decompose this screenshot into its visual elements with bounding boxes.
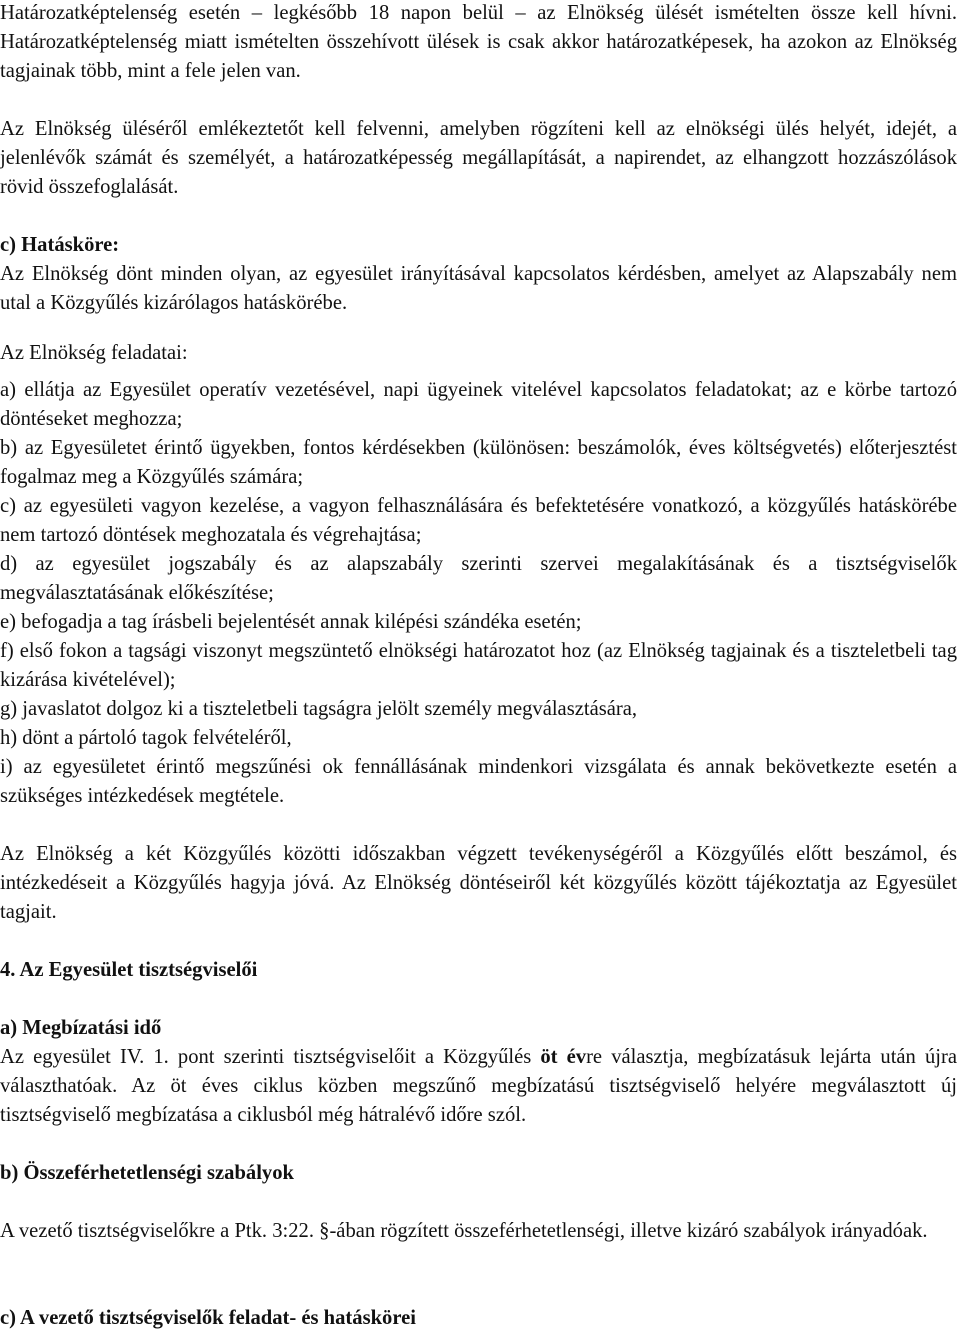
heading-mandate: a) Megbízatási idő <box>0 1017 162 1039</box>
paragraph-minutes: Az Elnökség üléséről emlékeztetőt kell felvenni, amelyben rögzíteni kell az elnökségi ülés helyét, idejét, a jelenlévők számát és személyét, a határozatképesség megállapítását, a napirendet, az elhangzott hozzászólások rövid összefoglalását. <box>0 118 957 198</box>
heading-hataskore: c) Hatásköre: <box>0 234 120 256</box>
paragraph-incompatibility: A vezető tisztségviselőkre a Ptk. 3:22. §-ában rögzített összeférhetetlenségi, illetve kizáró szabályok irányadóak. <box>0 1220 928 1242</box>
duties-title: Az Elnökség feladatai: <box>0 342 188 364</box>
heading-section-4: 4. Az Egyesület tisztségviselői <box>0 959 258 981</box>
mandate-term-bold: öt év <box>540 1046 587 1068</box>
paragraph-report: Az Elnökség a két Közgyűlés közötti időszakban végzett tevékenységéről a Közgyűlés előtt beszámol, és intézkedéseit a Közgyűlés hagyja jóvá. Az Elnökség döntéseiről két közgyűlés között tájékoztatja az Egyesület tagjait. <box>0 843 957 923</box>
duty-item-b: b) az Egyesületet érintő ügyekben, fontos kérdésekben (különösen: beszámolók, éves költségvetés) előterjesztést fogalmaz meg a Közgyűlés számára; <box>0 437 957 488</box>
duty-item-d: d) az egyesület jogszabály és az alapszabály szerinti szervei megalakításának és a tisztségviselők megválasztatásának előkészítése; <box>0 553 957 604</box>
paragraph-mandate <box>0 1043 957 1130</box>
paragraph-hataskore: Az Elnökség dönt minden olyan, az egyesület irányításával kapcsolatos kérdésben, amelyet az Alapszabály nem utal a Közgyűlés kizárólagos hatáskörébe. <box>0 263 957 314</box>
duty-item-i: i) az egyesületet érintő megszűnési ok fennállásának mindenkori vizsgálata és annak bekövetkezte esetén a szükséges intézkedések megtétele. <box>0 756 957 807</box>
duty-item-e: e) befogadja a tag írásbeli bejelentését annak kilépési szándéka esetén; <box>0 611 582 633</box>
duty-item-c: c) az egyesületi vagyon kezelése, a vagyon felhasználására és befektetésére vonatkozó, a közgyűlés hatáskörébe nem tartozó döntések meghozatala és végrehajtása; <box>0 495 957 546</box>
duty-item-f: f) első fokon a tagsági viszonyt megszüntető elnökségi határozatot hoz (az Elnökség tagjainak és a tiszteletbeli tag kizárása kivételével); <box>0 640 957 691</box>
duty-item-a: a) ellátja az Egyesület operatív vezetésével, napi ügyeinek vitelével kapcsolatos feladatokat; az e körbe tartozó döntéseket meghozza; <box>0 379 957 430</box>
mandate-text-start: Az egyesület IV. 1. pont szerinti tisztségviselőit a Közgyűlés <box>0 1046 541 1068</box>
duty-item-g: g) javaslatot dolgoz ki a tiszteletbeli tagságra jelölt személy megválasztására, <box>0 698 638 720</box>
heading-incompatibility: b) Összeférhetetlenségi szabályok <box>0 1162 294 1184</box>
duty-item-h: h) dönt a pártoló tagok felvételéről, <box>0 727 292 749</box>
mandate-text-end: re választja, megbízatásuk lejárta után újra választhatóak. Az öt éves ciklus közben megszűnő megbízatású tisztségviselő helyére megválasztott új tisztségviselő megbízatása a ciklusból még hátralévő időre szól. <box>0 1046 957 1126</box>
heading-officer-duties: c) A vezető tisztségviselők feladat- és hatáskörei <box>0 1307 416 1329</box>
paragraph-quorum: Határozatképtelenség esetén – legkésőbb 18 napon belül – az Elnökség ülését ismételten össze kell hívni. Határozatképtelenség miatt ismételten összehívott ülések is csak akkor határozatképesek, ha azokon az Elnökség tagjainak több, mint a fele jelen van. <box>0 2 957 82</box>
